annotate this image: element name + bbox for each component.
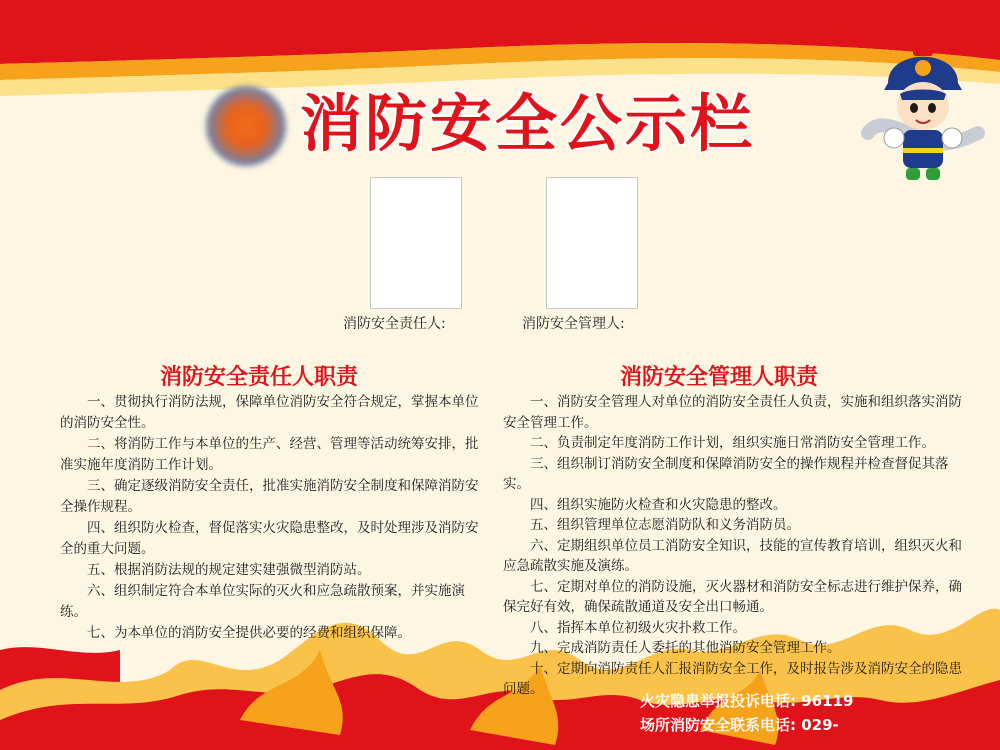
list-item: 九、完成消防责任人委托的其他消防安全管理工作。 <box>530 640 841 656</box>
list-item: 三、组织制订消防安全制度和保障消防安全的操作规程并检查督促其落实。 <box>503 455 949 492</box>
list-item: 七、为本单位的消防安全提供必要的经费和组织保障。 <box>87 625 411 641</box>
hotline-report: 火灾隐患举报投诉电话: 96119 <box>640 692 854 710</box>
manager-label: 消防安全管理人: <box>522 316 625 332</box>
list-item: 六、组织制定符合本单位实际的灭火和应急疏散预案，并实施演练。 <box>60 583 465 620</box>
list-item: 五、根据消防法规的规定建实建强微型消防站。 <box>87 562 371 578</box>
responsible-duties-title: 消防安全责任人职责 <box>160 365 359 390</box>
list-item: 二、将消防工作与本单位的生产、经营、管理等活动统筹安排，批准实施年度消防工作计划。 <box>60 436 479 473</box>
fire-emblem-icon <box>206 86 286 166</box>
list-item: 十、定期向消防责任人汇报消防安全工作，及时报告涉及消防安全的隐患问题。 <box>503 660 962 697</box>
list-item: 一、消防安全管理人对单位的消防安全责任人负责，实施和组织落实消防安全管理工作。 <box>503 394 962 431</box>
manager-photo <box>546 177 638 309</box>
responsible-person-photo <box>370 177 462 309</box>
list-item: 六、定期组织单位员工消防安全知识，技能的宣传教育培训，组织灭火和应急疏散实施及演练。 <box>503 537 962 574</box>
list-item: 三、确定逐级消防安全责任，批准实施消防安全制度和保障消防安全操作规程。 <box>60 478 479 515</box>
firefighter-mascot-icon <box>858 38 988 188</box>
manager-duties-list <box>503 392 963 700</box>
list-item: 四、组织实施防火检查和火灾隐患的整改。 <box>530 496 787 513</box>
list-item: 二、负责制定年度消防工作计划，组织实施日常消防安全管理工作。 <box>530 435 935 451</box>
hotline-venue: 场所消防安全联系电话: 029- <box>640 716 839 734</box>
list-item: 四、组织防火检查，督促落实火灾隐患整改，及时处理涉及消防安全的重大问题。 <box>60 520 479 557</box>
manager-duties-title: 消防安全管理人职责 <box>620 365 819 390</box>
list-item: 七、定期对单位的消防设施，灭火器材和消防安全标志进行维护保养，确保完好有效，确保疏散通道及安全出口畅通。 <box>503 578 962 615</box>
list-item: 五、组织管理单位志愿消防队和义务消防员。 <box>530 517 800 533</box>
page-title: 消防安全公示栏 <box>300 87 756 160</box>
list-item: 一、贯彻执行消防法规，保障单位消防安全符合规定，掌握本单位的消防安全性。 <box>60 394 479 431</box>
responsible-person-label: 消防安全责任人: <box>343 316 446 332</box>
responsible-duties-list <box>60 392 490 644</box>
list-item: 八、指挥本单位初级火灾扑救工作。 <box>530 619 746 636</box>
